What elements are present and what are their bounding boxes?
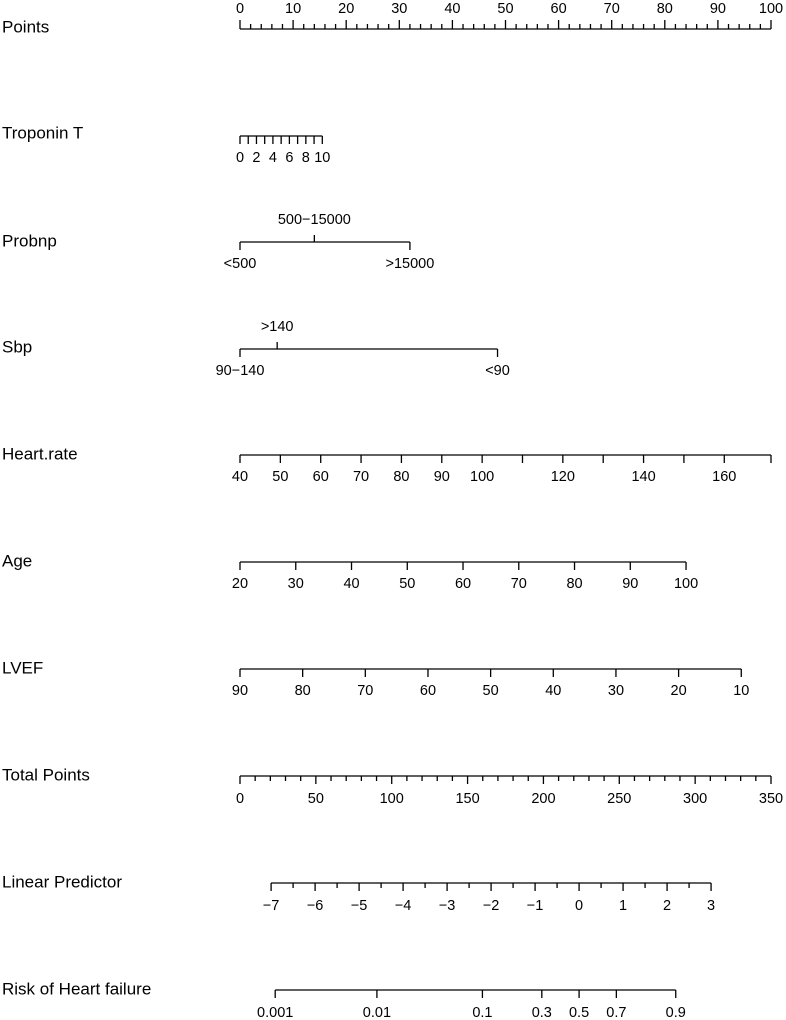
linear-predictor-tick-label: −3 xyxy=(438,897,456,914)
lvef-tick-label: 40 xyxy=(545,682,562,699)
sbp-label: Sbp xyxy=(2,337,33,357)
heart-rate-tick-label: 90 xyxy=(433,468,450,485)
linear-predictor-tick-label: −2 xyxy=(482,897,500,914)
linear-predictor-tick-label: −7 xyxy=(262,897,280,914)
total-points-tick-label: 250 xyxy=(607,790,632,807)
probnp-tick-label: 500−15000 xyxy=(277,211,351,228)
lvef-tick-label: 20 xyxy=(670,682,687,699)
age-tick-label: 20 xyxy=(231,575,249,592)
age-label: Age xyxy=(2,551,33,571)
risk-tick-label: 0.5 xyxy=(568,1004,590,1020)
total-points-tick-label: 0 xyxy=(235,790,245,807)
risk-tick-label: 0.3 xyxy=(531,1004,552,1020)
linear-predictor-tick-label: −6 xyxy=(306,897,324,914)
total-points-tick-label: 300 xyxy=(683,790,708,807)
points-tick-label: 60 xyxy=(550,0,567,17)
linear-predictor-tick-label: 2 xyxy=(663,897,672,914)
lvef-tick-label: 70 xyxy=(357,682,374,699)
lvef-tick-label: 80 xyxy=(294,682,311,699)
total-points-tick-label: 200 xyxy=(531,790,556,807)
troponin-t-tick-label: 8 xyxy=(301,149,310,166)
probnp-tick-label: <500 xyxy=(223,255,257,272)
troponin-t-label: Troponin T xyxy=(2,123,84,143)
linear-predictor-tick-label: −5 xyxy=(350,897,368,914)
risk-tick-label: 0.001 xyxy=(257,1004,294,1020)
points-tick-label: 50 xyxy=(497,0,514,17)
total-points-tick-label: 100 xyxy=(379,790,404,807)
lvef-tick-label: 10 xyxy=(733,682,750,699)
sbp-tick-label: 90−140 xyxy=(215,362,265,379)
sbp-tick-label: >140 xyxy=(260,318,294,335)
lvef-tick-label: 50 xyxy=(482,682,499,699)
risk-tick-label: 0.01 xyxy=(362,1004,392,1020)
points-tick-label: 0 xyxy=(235,0,245,17)
linear-predictor-tick-label: −1 xyxy=(526,897,544,914)
lvef-label: LVEF xyxy=(2,658,44,678)
troponin-t-tick-label: 6 xyxy=(285,149,294,166)
points-tick-label: 100 xyxy=(758,0,784,17)
troponin-t-tick-label: 4 xyxy=(268,149,277,166)
linear-predictor-tick-label: 3 xyxy=(707,897,716,914)
total-points-tick-label: 350 xyxy=(758,790,784,807)
linear-predictor-label: Linear Predictor xyxy=(2,872,123,892)
heart-rate-tick-label: 70 xyxy=(352,468,370,485)
lvef-tick-label: 60 xyxy=(419,682,437,699)
age-tick-label: 70 xyxy=(510,575,527,592)
age-tick-label: 30 xyxy=(287,575,304,592)
linear-predictor-tick-label: 0 xyxy=(575,897,584,914)
heart-rate-tick-label: 140 xyxy=(631,468,656,485)
risk-tick-label: 0.7 xyxy=(606,1004,627,1020)
probnp-label: Probnp xyxy=(2,231,57,251)
age-tick-label: 60 xyxy=(454,575,472,592)
points-axis-label: Points xyxy=(2,17,50,37)
total-points-tick-label: 50 xyxy=(307,790,324,807)
heart-rate-tick-label: 50 xyxy=(272,468,289,485)
age-tick-label: 100 xyxy=(673,575,699,592)
heart-rate-tick-label: 80 xyxy=(393,468,410,485)
troponin-t-tick-label: 0 xyxy=(235,149,245,166)
linear-predictor-tick-label: 1 xyxy=(619,897,628,914)
risk-tick-label: 0.9 xyxy=(665,1004,686,1020)
heart-rate-tick-label: 40 xyxy=(231,468,249,485)
points-tick-label: 80 xyxy=(656,0,673,17)
age-tick-label: 40 xyxy=(343,575,360,592)
heart-rate-tick-label: 120 xyxy=(550,468,575,485)
troponin-t-tick-label: 2 xyxy=(252,149,261,166)
points-tick-label: 70 xyxy=(603,0,620,17)
age-tick-label: 50 xyxy=(399,575,416,592)
points-tick-label: 30 xyxy=(391,0,408,17)
troponin-t-tick-label: 10 xyxy=(314,149,331,166)
points-tick-label: 20 xyxy=(338,0,355,17)
total-points-tick-label: 150 xyxy=(455,790,480,807)
points-tick-label: 90 xyxy=(709,0,726,17)
total-points-label: Total Points xyxy=(2,765,90,785)
age-tick-label: 90 xyxy=(622,575,639,592)
heart-rate-tick-label: 160 xyxy=(712,468,737,485)
points-tick-label: 10 xyxy=(285,0,302,17)
heart-rate-tick-label: 100 xyxy=(470,468,495,485)
risk-tick-label: 0.1 xyxy=(472,1004,493,1020)
points-tick-label: 40 xyxy=(444,0,461,17)
linear-predictor-tick-label: −4 xyxy=(394,897,412,914)
heart-rate-label: Heart.rate xyxy=(2,444,78,464)
lvef-tick-label: 90 xyxy=(231,682,249,699)
probnp-tick-label: >15000 xyxy=(385,255,435,272)
sbp-tick-label: <90 xyxy=(485,362,510,379)
lvef-tick-label: 30 xyxy=(607,682,625,699)
risk-label: Risk of Heart failure xyxy=(2,979,152,999)
heart-rate-tick-label: 60 xyxy=(312,468,329,485)
age-tick-label: 80 xyxy=(566,575,583,592)
